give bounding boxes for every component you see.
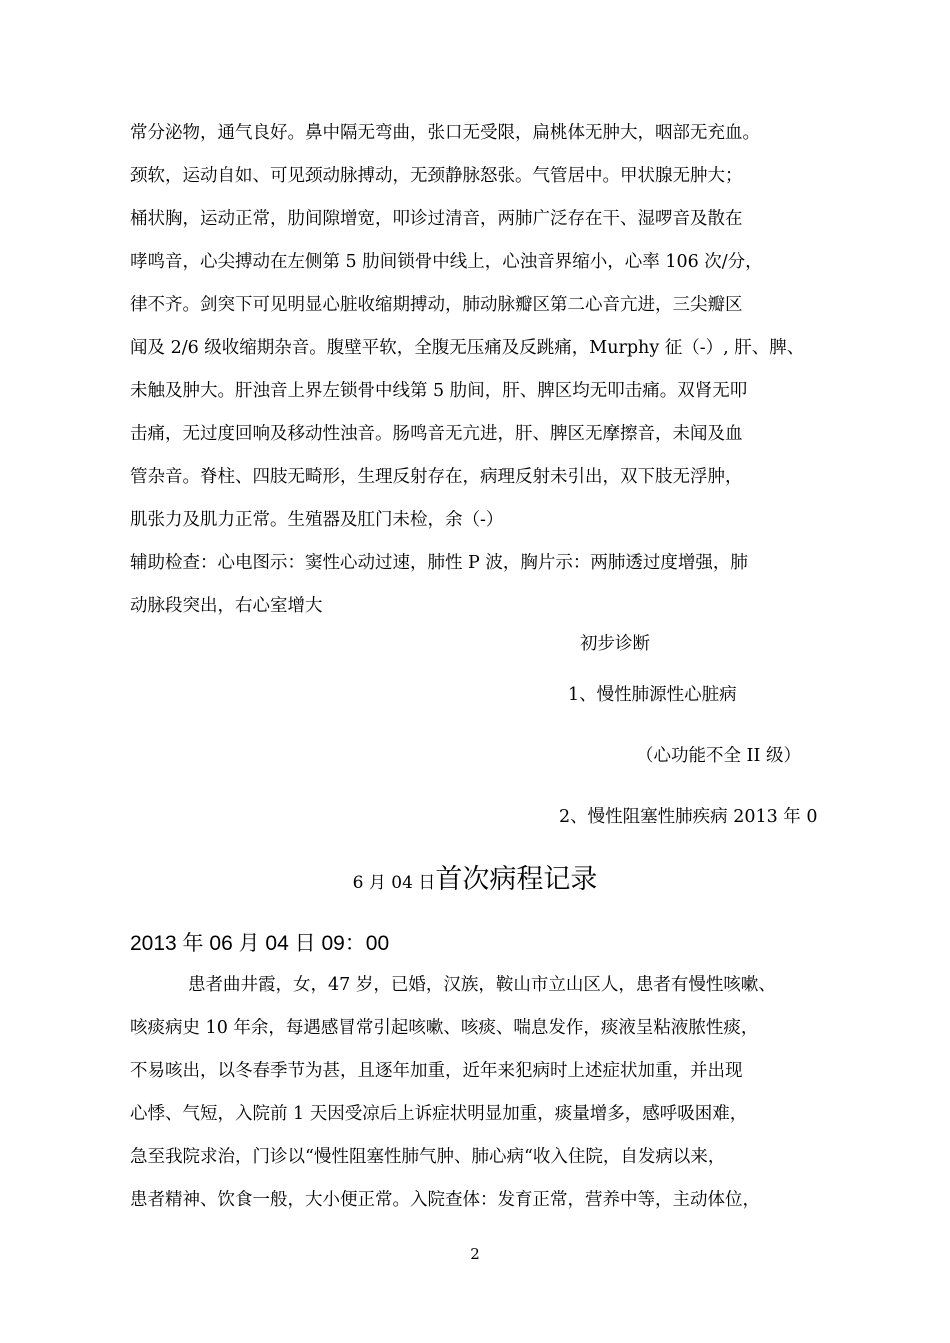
- text-line: 肌张力及肌力正常。生殖器及肛门未检，余（-）: [130, 510, 504, 530]
- text-line: 常分泌物，通气良好。鼻中隔无弯曲，张口无受限，扁桃体无肿大，咽部无充血。: [130, 123, 760, 143]
- record-datetime: 2013 年 06 月 04 日 09：00: [130, 932, 390, 955]
- text-line: 不易咳出，以冬春季节为甚，且逐年加重，近年来犯病时上述症状加重，并出现: [130, 1061, 743, 1081]
- text-line: 闻及 2/6 级收缩期杂音。腹壁平软，全腹无压痛及反跳痛，Murphy 征（-）, 肝、脾、: [130, 338, 805, 358]
- text-line: 击痛，无过度回响及移动性浊音。肠鸣音无亢进，肝、脾区无摩擦音，未闻及血: [130, 424, 743, 444]
- section-title: [0, 860, 950, 903]
- text-line: 颈软，运动自如、可见颈动脉搏动，无颈静脉怒张。气管居中。甲状腺无肿大；: [130, 166, 743, 186]
- diagnosis-item-2: 2、慢性阻塞性肺疾病 2013 年 0: [559, 807, 818, 827]
- page-number: 2: [470, 1245, 480, 1263]
- text-line: 未触及肿大。肝浊音上界左锁骨中线第 5 肋间，肝、脾区均无叩击痛。双肾无叩: [130, 381, 748, 401]
- text-line: 患者精神、饮食一般，大小便正常。入院查体：发育正常，营养中等，主动体位，: [130, 1190, 760, 1210]
- text-line: 哮鸣音，心尖搏动在左侧第 5 肋间锁骨中线上，心浊音界缩小，心率 106 次/分，: [130, 252, 763, 272]
- diagnosis-item-1-note: （心功能不全 II 级）: [636, 746, 801, 766]
- text-line: 患者曲井霞，女，47 岁，已婚，汉族，鞍山市立山区人，患者有慢性咳嗽、: [188, 975, 776, 995]
- diagnosis-item-1: 1、慢性肺源性心脏病: [568, 685, 737, 705]
- text-line: 心悸、气短，入院前 1 天因受凉后上诉症状明显加重，痰量增多，感呼吸困难，: [130, 1104, 748, 1124]
- title-date: 6 月 04 日: [352, 873, 436, 893]
- diagnosis-heading: 初步诊断: [580, 634, 650, 654]
- text-line: 律不齐。剑突下可见明显心脏收缩期搏动，肺动脉瓣区第二心音亢进，三尖瓣区: [130, 295, 743, 315]
- title-main: 首次病程记录: [435, 864, 598, 895]
- text-line: 辅助检查：心电图示：窦性心动过速，肺性 P 波，胸片示：两肺透过度增强，肺: [130, 553, 748, 573]
- text-line: 急至我院求治，门诊以“慢性阻塞性肺气肿、肺心病“收入住院，自发病以来，: [130, 1147, 726, 1167]
- text-line: 桶状胸，运动正常，肋间隙增宽，叩诊过清音，两肺广泛存在干、湿啰音及散在: [130, 209, 743, 229]
- text-line: 咳痰病史 10 年余，每遇感冒常引起咳嗽、咳痰、喘息发作，痰液呈粘液脓性痰，: [130, 1018, 759, 1038]
- text-line: 动脉段突出，右心室增大: [130, 596, 323, 616]
- text-line: 管杂音。脊柱、四肢无畸形，生理反射存在，病理反射未引出，双下肢无浮肿，: [130, 467, 743, 487]
